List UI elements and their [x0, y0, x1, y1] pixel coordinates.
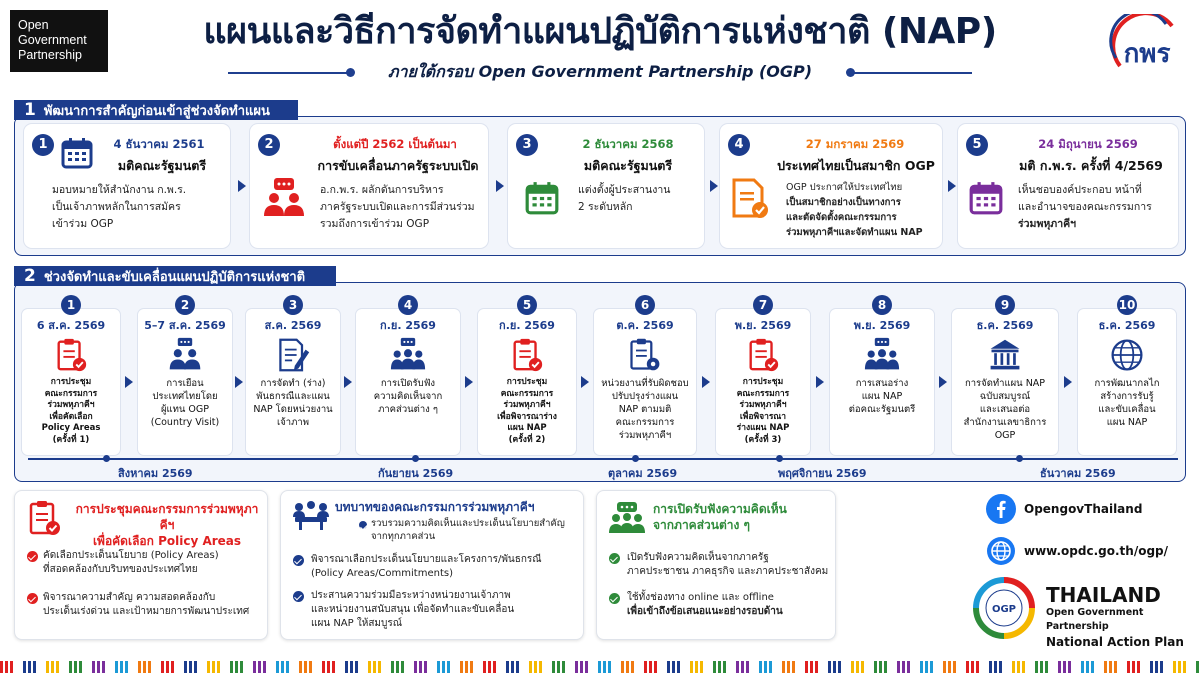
group-icon [390, 337, 426, 373]
document-check-icon [730, 176, 770, 224]
step-number: 9 [995, 295, 1015, 315]
clipboard-check-icon [27, 499, 61, 541]
section-2-header [14, 266, 336, 286]
globe-icon[interactable] [986, 536, 1016, 570]
section-number: 1 [24, 100, 36, 120]
nws-logo-text: กพร [1123, 39, 1171, 69]
arrow-icon [496, 180, 504, 192]
info-item: เปิดรับฟังความคิดเห็นจากภาครัฐ ภาคประชาชน ภาคธุรกิจ และภาคประชาสังคม [627, 552, 829, 577]
clipboard-check-icon [745, 337, 781, 373]
step-date: 5–7 ส.ค. 2569 [144, 319, 226, 332]
step-text: การจัดทำ (ร่าง) พันธกรณีและแผน NAP โดยหน่วยงาน เจ้าภาพ [253, 378, 333, 428]
milestone-card [508, 124, 704, 248]
step-number: 5 [517, 295, 537, 315]
nap-logo-line2: Open Government Partnership [1046, 607, 1144, 632]
process-step [246, 298, 340, 455]
milestone-body: มอบหมายให้สำนักงาน ก.พ.ร. เป็นเจ้าภาพหลักในการสมัคร เข้าร่วม OGP [52, 184, 187, 230]
timeline-dot [632, 455, 639, 462]
process-step [830, 298, 934, 455]
timeline-line [28, 458, 1178, 460]
timeline-label: กันยายน 2569 [378, 467, 454, 480]
check-icon [27, 551, 38, 562]
step-text: การจัดทำแผน NAP ฉบับสมบูรณ์ และเสนอต่อ สำนักงานเลขาธิการ OGP [963, 378, 1047, 441]
subtitle-row [228, 60, 972, 84]
section-number: 2 [24, 266, 36, 286]
step-number: 4 [398, 295, 418, 315]
step-date: 6 ส.ค. 2569 [36, 319, 106, 332]
step-text: การเปิดรับฟัง ความคิดเห็นจาก ภาคส่วนต่าง ๆ [373, 378, 443, 415]
info-item: พิจารณาความสำคัญ ความสอดคล้องกับ ประเด็นเร่งด่วน และเป้าหมายการพัฒนาประเทศ [43, 592, 250, 617]
page-title: แผนและวิธีการจัดทำแผนปฏิบัติการแห่งชาติ (NAP) [203, 11, 997, 52]
milestone-heading: มติคณะรัฐมนตรี [583, 158, 673, 173]
arrow-icon [344, 376, 352, 388]
check-icon [293, 555, 304, 566]
arrow-icon [702, 376, 710, 388]
process-step [716, 298, 810, 455]
arrow-icon [1064, 376, 1072, 388]
milestone-body: OGP ประกาศให้ประเทศไทย เป็นสมาชิกอย่างเป็นทางการ และตัดจัดตั้งคณะกรรมการ ร่วมพหุภาคีฯและจัดทำแผน NAP [786, 182, 923, 238]
milestone-heading: มติคณะรัฐมนตรี [117, 158, 207, 173]
check-icon [359, 521, 367, 529]
people-chat-icon [262, 176, 306, 224]
step-date: ธ.ค. 2569 [1098, 319, 1156, 332]
clipboard-gear-icon [627, 337, 663, 373]
step-date: ก.ย. 2569 [380, 319, 436, 332]
group-icon [864, 337, 900, 373]
milestone-number: 1 [32, 134, 54, 156]
arrow-icon [816, 376, 824, 388]
step-text: การประชุม คณะกรรมการ ร่วมพหุภาคีฯ เพื่อคัดเลือก Policy Areas (ครั้งที่ 1) [41, 377, 101, 445]
nap-logo-badge-text: OGP [991, 604, 1017, 615]
arrow-icon [581, 376, 589, 388]
section-1-header [14, 100, 298, 120]
process-step [1078, 298, 1176, 455]
arrow-icon [948, 180, 956, 192]
arrow-icon [710, 180, 718, 192]
milestone-card [250, 124, 488, 248]
info-item: ประสานความร่วมมือระหว่างหน่วยงานเจ้าภาพ และหน่วยงานสนับสนุน เพื่อจัดทำและขับเคลื่อน แผน NAP ให้สมบูรณ์ [311, 590, 515, 629]
info-box-committee-role [280, 490, 584, 640]
nap-logo-icon [972, 576, 1036, 644]
facebook-link[interactable]: OpengovThailand [1024, 502, 1143, 516]
calendar-icon [60, 136, 94, 174]
arrow-icon [939, 376, 947, 388]
info-item: ใช้ทั้งช่องทาง online และ offline เพื่อเข้าถึงข้อเสนอแนะอย่างรอบด้าน [627, 592, 783, 617]
step-date: ธ.ค. 2569 [976, 319, 1034, 332]
step-text: การเยือน ประเทศไทยโดย ผู้แทน OGP (Country Visit) [150, 378, 220, 428]
timeline-dot [776, 455, 783, 462]
process-step [478, 298, 576, 455]
process-step [138, 298, 232, 455]
website-link[interactable]: www.opdc.go.th/ogp/ [1024, 544, 1169, 558]
arrow-icon [238, 180, 246, 192]
nws-logo [1100, 14, 1190, 84]
milestone-body: เห็นชอบองค์ประกอบ หน้าที่ และอำนาจของคณะกรรมการ ร่วมพหุภาคีฯ [1018, 184, 1152, 230]
ogp-logo [10, 10, 108, 72]
info-item: รวบรวมความคิดเห็นและประเด็นนโยบายสำคัญ จากทุกภาคส่วน [371, 518, 565, 542]
step-text: การประชุม คณะกรรมการ ร่วมพหุภาคีฯ เพื่อพิจารณา ร่างแผน NAP (ครั้งที่ 3) [736, 377, 790, 445]
nap-logo-line1: THAILAND [1046, 583, 1161, 607]
step-number: 6 [635, 295, 655, 315]
step-text: การเสนอร่าง แผน NAP ต่อคณะรัฐมนตรี [848, 378, 916, 415]
milestone-heading: การขับเคลื่อนภาครัฐระบบเปิด [317, 158, 479, 173]
check-icon [609, 593, 620, 604]
milestone-date: 24 มิถุนายน 2569 [1038, 137, 1138, 151]
calendar-icon [524, 180, 560, 220]
step-text: การประชุม คณะกรรมการ ร่วมพหุภาคีฯ เพื่อพิจารณาร่าง แผน NAP (ครั้งที่ 2) [497, 377, 557, 445]
step-number: 10 [1117, 295, 1137, 315]
info-box-policy-areas [14, 490, 268, 640]
process-step [594, 298, 696, 455]
info-box-public-hearing [596, 490, 836, 640]
milestone-heading: ประเทศไทยเป็นสมาชิก OGP [777, 158, 935, 173]
milestone-card [720, 124, 942, 248]
nap-logo-line3: National Action Plan [1046, 635, 1184, 649]
info-title: การเปิดรับฟังความคิดเห็น จากภาคส่วนต่าง ๆ [653, 502, 787, 532]
arrow-icon [465, 376, 473, 388]
step-text: หน่วยงานที่รับผิดชอบ ปรับปรุงร่างแผน NAP ตามมติ คณะกรรมการ ร่วมพหุภาคีฯ [601, 378, 689, 441]
timeline-dot [1016, 455, 1023, 462]
section-title: พัฒนาการสำคัญก่อนเข้าสู่ช่วงจัดทำแผน [43, 104, 270, 119]
step-date: ก.ย. 2569 [499, 319, 555, 332]
nap-logo-text [1046, 584, 1196, 650]
milestone-date: 27 มกราคม 2569 [805, 137, 905, 151]
clipboard-check-icon [509, 337, 545, 373]
page-subtitle: ภายใต้กรอบ Open Government Partnership (OGP) [387, 62, 813, 81]
milestone-body: แต่งตั้งผู้ประสานงาน 2 ระดับหลัก [578, 184, 671, 213]
people-meeting-icon [167, 337, 203, 373]
timeline-label: ธันวาคม 2569 [1040, 467, 1116, 480]
timeline-label: สิงหาคม 2569 [118, 467, 193, 480]
info-item: พิจารณาเลือกประเด็นนโยบายและโครงการ/พันธกรณี (Policy Areas/Commitments) [311, 554, 542, 579]
step-date: พ.ย. 2569 [853, 319, 911, 332]
ogp-logo-line: Government [18, 33, 87, 47]
milestone-card [24, 124, 230, 248]
arrow-icon [125, 376, 133, 388]
milestone-number: 4 [728, 134, 750, 156]
step-text: การพัฒนากลไก สร้างการรับรู้ และขับเคลื่อน แผน NAP [1094, 378, 1160, 428]
timeline-label: ตุลาคม 2569 [608, 467, 678, 480]
ogp-logo-line: Open [18, 18, 49, 32]
clipboard-check-icon [53, 337, 89, 373]
step-date: ต.ค. 2569 [616, 319, 674, 332]
process-step [356, 298, 460, 455]
step-number: 3 [283, 295, 303, 315]
milestone-body: อ.ก.พ.ร. ผลักดันการบริหาร ภาครัฐระบบเปิดและการมีส่วนร่วม รวมถึงการเข้าร่วม OGP [320, 184, 475, 230]
info-title: บทบาทของคณะกรรมการร่วมพหุภาคีฯ [335, 500, 535, 514]
section-title: ช่วงจัดทำและขับเคลื่อนแผนปฏิบัติการแห่งชาติ [43, 270, 306, 285]
process-step [22, 298, 120, 455]
step-date: ส.ค. 2569 [264, 319, 322, 332]
milestone-number: 2 [258, 134, 280, 156]
timeline-dot [103, 455, 110, 462]
milestone-heading: มติ ก.พ.ร. ครั้งที่ 4/2569 [1019, 158, 1163, 173]
government-building-icon [987, 337, 1023, 373]
milestone-date: 4 ธันวาคม 2561 [113, 137, 205, 151]
arrow-icon [235, 376, 243, 388]
step-number: 2 [175, 295, 195, 315]
info-item: คัดเลือกประเด็นนโยบาย (Policy Areas) ที่สอดคล้องกับบริบทของประเทศไทย [43, 550, 219, 575]
document-edit-icon [275, 337, 311, 373]
step-date: พ.ย. 2569 [734, 319, 792, 332]
milestone-card [958, 124, 1178, 248]
step-number: 8 [872, 295, 892, 315]
decorative-strip [0, 659, 1200, 675]
milestone-number: 3 [516, 134, 538, 156]
timeline-dot [412, 455, 419, 462]
milestone-date: ตั้งแต่ปี 2562 เป็นต้นมา [333, 137, 457, 151]
process-step [952, 298, 1058, 455]
info-title: การประชุมคณะกรรมการร่วมพหุภาคีฯ เพื่อคัดเลือก Policy Areas [75, 502, 259, 548]
milestone-date: 2 ธันวาคม 2568 [582, 137, 674, 151]
milestone-number: 5 [966, 134, 988, 156]
ogp-logo-line: Partnership [18, 48, 82, 62]
step-number: 1 [61, 295, 81, 315]
timeline-label: พฤศจิกายน 2569 [778, 467, 867, 480]
step-number: 7 [753, 295, 773, 315]
calendar-icon [968, 180, 1004, 220]
meeting-icon [291, 499, 331, 535]
group-chat-icon [607, 501, 647, 539]
globe-icon [1109, 337, 1145, 373]
facebook-icon[interactable] [986, 494, 1016, 528]
check-icon [609, 553, 620, 564]
check-icon [27, 593, 38, 604]
check-icon [293, 591, 304, 602]
